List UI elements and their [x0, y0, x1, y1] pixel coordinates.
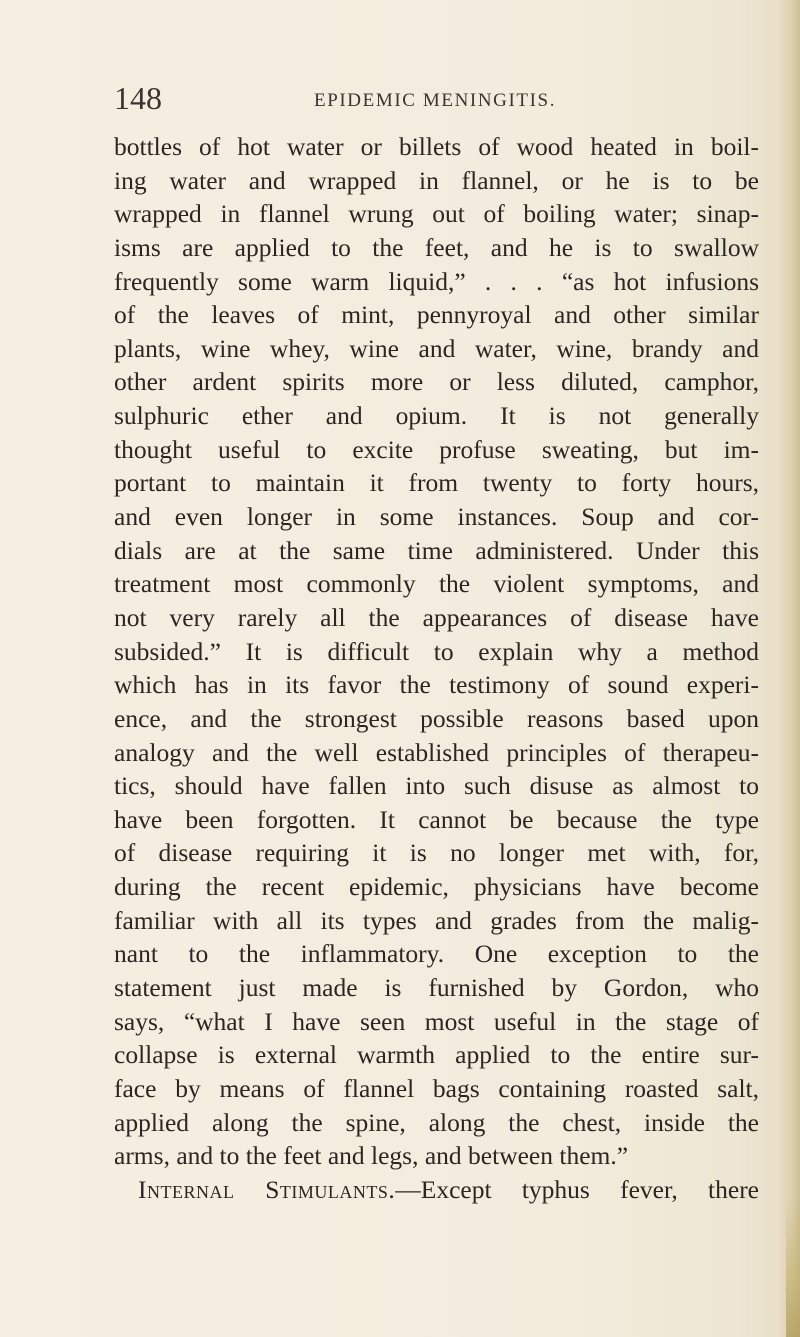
text-line: portant to maintain it from twenty to forty hours,	[114, 468, 759, 498]
text-line: nant to the inflammatory. One exception to the	[114, 939, 759, 969]
text-line: treatment most commonly the violent symptoms, and	[114, 569, 759, 599]
text-line: familiar with all its types and grades from the malig-	[114, 905, 759, 935]
text-line: tics, should have fallen into such disuse as almost to	[114, 771, 759, 801]
text-line: during the recent epidemic, physicians have become	[114, 872, 759, 902]
text-line: statement just made is furnished by Gordon, who	[114, 973, 759, 1003]
page-edge-shadow	[778, 0, 800, 1337]
page-number: 148	[114, 80, 162, 116]
text-line: collapse is external warmth applied to the entire sur-	[114, 1040, 759, 1070]
text-line: other ardent spirits more or less diluted, camphor,	[114, 367, 759, 397]
text-line: applied along the spine, along the chest, inside the	[114, 1107, 759, 1137]
text-line: sulphuric ether and opium. It is not generally	[114, 401, 759, 431]
text-line: dials are at the same time administered. Under this	[114, 535, 759, 565]
section-heading: Internal Stimulants.	[138, 1174, 396, 1204]
text-line: arms, and to the feet and legs, and between them.”	[114, 1141, 629, 1171]
running-title: EPIDEMIC MENINGITIS.	[314, 90, 557, 111]
text-line: bottles of hot water or billets of wood heated in boil-	[114, 132, 759, 161]
text-line: of disease requiring it is no longer met with, for,	[114, 838, 759, 868]
text-line: of the leaves of mint, pennyroyal and other similar	[114, 300, 759, 330]
section-start-line	[114, 1173, 759, 1207]
text-line: and even longer in some instances. Soup and cor-	[114, 502, 759, 532]
text-line: wrapped in flannel wrung out of boiling water; sinap-	[114, 199, 759, 229]
body-text	[114, 130, 759, 1207]
text-line: plants, wine whey, wine and water, wine, brandy and	[114, 333, 759, 363]
text-line: says, “what I have seen most useful in the stage of	[114, 1006, 759, 1036]
text-line: not very rarely all the appearances of disease have	[114, 602, 759, 632]
text-line: thought useful to excite profuse sweating, but im-	[114, 434, 759, 464]
text-line: face by means of flannel bags containing roasted salt,	[114, 1073, 759, 1103]
text-line: isms are applied to the feet, and he is to swallow	[114, 232, 759, 262]
page-edge-stain	[786, 1200, 800, 1337]
running-head	[114, 82, 754, 122]
text-line: ence, and the strongest possible reasons based upon	[114, 703, 759, 733]
text-line: have been forgotten. It cannot be because the type	[114, 804, 759, 834]
text-line: ing water and wrapped in flannel, or he is to be	[114, 165, 759, 195]
text-line: subsided.” It is difficult to explain why a method	[114, 636, 759, 666]
text-line: which has in its favor the testimony of sound experi-	[114, 670, 759, 700]
text-line: analogy and the well established principles of therapeu-	[114, 737, 759, 767]
section-continuation: —Except typhus fever, there	[395, 1174, 759, 1204]
text-line: frequently some warm liquid,” . . . “as hot infusions	[114, 266, 759, 296]
